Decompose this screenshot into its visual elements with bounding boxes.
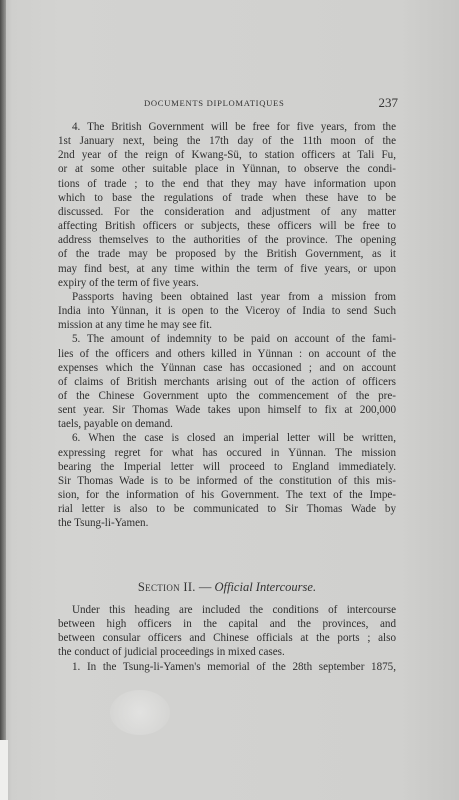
text-line: Passports having been obtained last year from a mission from <box>72 290 396 303</box>
text-line: 4. The British Government will be free for five years, from the <box>72 121 396 133</box>
paragraph-passports <box>58 290 396 332</box>
running-head <box>58 95 398 111</box>
section-dash: — <box>198 580 212 594</box>
text-line: sent year. Sir Thomas Wade takes upon himself to fix at 200,000 <box>58 404 396 417</box>
paragraph-article-5 <box>58 332 396 431</box>
paper-stain <box>110 690 170 735</box>
text-line: mission at any time he may see fit. <box>58 319 213 332</box>
paragraph-intercourse-intro <box>58 603 396 660</box>
page-number: 237 <box>378 95 398 110</box>
text-line: 1st January next, being the 17th day of the 11th moon of the <box>58 135 396 148</box>
text-line: tions of trade ; to the end that they may have information upon <box>58 177 396 190</box>
text-line: or at some other suitable place in Yünnan, to observe the condi- <box>58 163 396 176</box>
body-text <box>58 120 396 531</box>
text-line: 2nd year of the reign of Kwang-Sü, to station officers at Tali Fu, <box>58 149 396 162</box>
body-text-section-2 <box>58 603 396 674</box>
text-line: rial letter is also to be communicated to Sir Thomas Wade by <box>58 503 396 516</box>
text-line: address themselves to the authorities of the province. The opening <box>58 234 396 247</box>
section-title: Official Intercourse. <box>214 580 317 594</box>
section-label: Section II. <box>137 580 196 594</box>
page-edge-margin <box>0 740 8 800</box>
text-line: India into Yünnan, it is open to the Viceroy of India to send Such <box>58 305 396 318</box>
text-line: may find best, at any time within the term of five years, or upon <box>58 262 396 275</box>
text-line: Under this heading are included the conditions of intercourse <box>72 604 396 616</box>
text-line: 6. When the case is closed an imperial letter will be written, <box>72 432 396 445</box>
text-line: which to base the regulations of trade when these have to be <box>58 191 396 204</box>
book-spine-shadow <box>0 0 6 740</box>
text-line: discussed. For the consideration and adjustment of any matter <box>58 205 396 218</box>
text-line: of the Chinese Government upto the commencement of the pre- <box>58 389 396 402</box>
text-line: of the trade may be proposed by the British Government, as it <box>58 248 396 261</box>
text-line: between consular officers and Chinese officials at the ports ; also <box>58 632 396 645</box>
text-line: affecting British officers or subjects, these officers will be free to <box>58 220 396 233</box>
text-line: the conduct of judicial proceedings in mixed cases. <box>58 646 285 659</box>
text-line: expenses which the Yünnan case has occasioned ; and on account <box>58 361 396 374</box>
text-line: 5. The amount of indemnity to be paid on account of the fami- <box>72 333 396 346</box>
text-line: lies of the officers and others killed in Yünnan : on account of the <box>58 347 396 360</box>
text-line: the Tsung-li-Yamen. <box>58 517 149 530</box>
text-line: taels, payable on demand. <box>58 418 173 431</box>
text-line: between high officers in the capital and the provinces, and <box>58 618 396 631</box>
text-line: expiry of the term of five years. <box>58 276 199 289</box>
section-heading <box>58 580 396 595</box>
text-line: bearing the Imperial letter will proceed to England immediately. <box>58 460 396 473</box>
text-line: of claims of British merchants arising out of the action of officers <box>58 375 396 388</box>
text-line: Sir Thomas Wade is to be informed of the constitution of this mis- <box>58 474 396 487</box>
paragraph-article-4 <box>58 120 396 290</box>
paragraph-article-6 <box>58 431 396 530</box>
paragraph-memorial <box>58 660 396 674</box>
text-line: 1. In the Tsung-li-Yamen's memorial of the 28th september 1875, <box>72 660 396 673</box>
text-line: expressing regret for what has occured in Yünnan. The mission <box>58 446 396 459</box>
running-title: DOCUMENTS DIPLOMATIQUES <box>144 98 285 108</box>
text-line: sion, for the information of his Government. The text of the Impe- <box>58 489 396 502</box>
